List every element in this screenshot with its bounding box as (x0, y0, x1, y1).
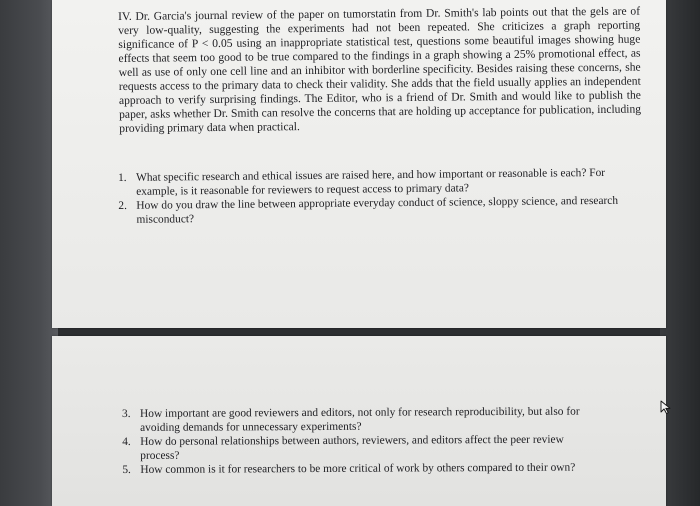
question-item (118, 167, 640, 199)
question-item (122, 434, 592, 463)
question-list-bottom (122, 406, 592, 479)
mouse-cursor-icon (660, 400, 672, 414)
background-right (660, 0, 700, 506)
case-paragraph: IV. Dr. Garcia's journal review of the paper on tumorstatin from Dr. Smith's lab points out that the gels are of very low-quality, suggesting the experiments had not been repeated. She criticizes a graph reporting significance of P < 0.05 using an inappropriate statistical test, questions some beautiful images showing huge effects that seem too good to be true compared to the findings in a graph showing a 25% promotional effect, as well as use of only one cell line and an inhibitor with borderline specificity. Besides raising these concerns, she requests access to the primary data to check their validity. She adds that the field usually applies an independent approach to verify surprising findings. The Editor, who is a friend of Dr. Smith and would like to publish the paper, asks whether Dr. Smith can resolve the concerns that are holding up acceptance for publication, including providing primary data when practical. (118, 4, 642, 135)
question-text: How common is it for researchers to be more critical of work by others compared to their own? (140, 461, 576, 476)
paper-sheet-bottom (52, 336, 666, 506)
paper-sheet-top (52, 0, 666, 328)
question-text: How do personal relationships between authors, reviewers, and editors affect the peer review process? (140, 433, 564, 462)
question-number: 5. (122, 463, 131, 476)
question-number: 2. (118, 199, 127, 212)
question-number: 3. (122, 407, 131, 420)
question-number: 1. (118, 171, 127, 184)
question-text: How do you draw the line between appropriate everyday conduct of science, sloppy science, and research misconduct? (136, 194, 619, 226)
question-item (122, 462, 592, 478)
question-list-top (118, 167, 641, 228)
question-text: How important are good reviewers and editors, not only for research reproducibility, but also for avoiding demands for unnecessary experiments? (139, 405, 580, 434)
background-left (0, 0, 58, 506)
question-text: What specific research and ethical issues are raised here, and how important or reasonable is each? For example, is it reasonable for reviewers to request access to primary data? (135, 166, 606, 198)
question-item (118, 195, 640, 227)
question-item (122, 406, 592, 435)
question-number: 4. (122, 435, 131, 448)
